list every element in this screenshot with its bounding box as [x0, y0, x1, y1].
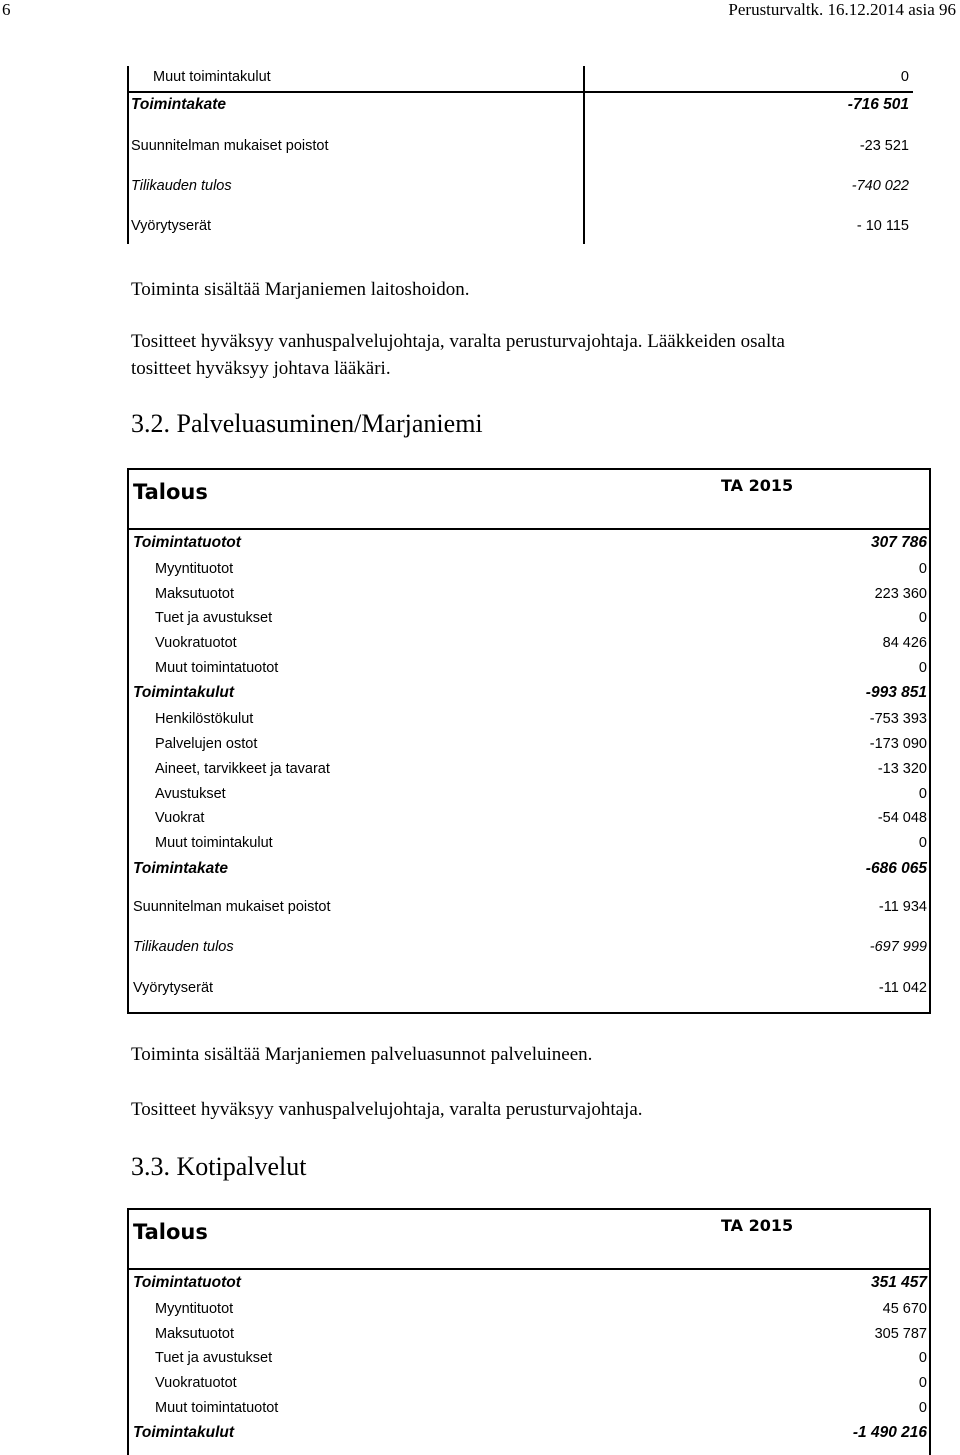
- table-row: [129, 1371, 929, 1396]
- table-row: [129, 582, 929, 607]
- table-row: [127, 216, 913, 236]
- paragraph: Toiminta sisältää Marjaniemen palveluasunnot palveluineen.: [131, 1044, 593, 1065]
- row-label: Muut toimintakulut: [153, 69, 271, 85]
- row-value: -697 999: [869, 939, 927, 956]
- table-row: [129, 806, 929, 831]
- row-value: -11 042: [878, 979, 927, 996]
- row-label: Toimintakulut: [133, 1424, 235, 1442]
- table-header: [129, 1210, 929, 1270]
- row-value: 0: [918, 561, 927, 577]
- row-value: -173 090: [869, 736, 927, 753]
- row-label: Suunnitelman mukaiset poistot: [133, 898, 331, 915]
- row-label: Vyörytyserät: [131, 218, 212, 234]
- table-row: [129, 680, 929, 707]
- row-label: Toimintakate: [131, 96, 227, 113]
- table-row: [129, 964, 929, 1005]
- row-label: Maksutuotot: [155, 1325, 234, 1342]
- column-header: TA 2015: [721, 1216, 794, 1235]
- table-row: [129, 1346, 929, 1371]
- table-row: [129, 782, 929, 807]
- row-label: Myyntituotot: [155, 1301, 234, 1317]
- table-row: [129, 923, 929, 964]
- row-label: Avustukset: [155, 785, 226, 802]
- row-label: Vyörytyserät: [133, 979, 214, 996]
- row-value: -993 851: [865, 684, 927, 702]
- table-row: [129, 831, 929, 856]
- table-title: Talous: [133, 480, 208, 504]
- row-value: -740 022: [851, 178, 909, 194]
- row-value: 0: [900, 69, 909, 85]
- paragraph: tositteet hyväksyy johtava lääkäri.: [131, 358, 391, 379]
- row-value: 307 786: [870, 534, 927, 551]
- row-value: -23 521: [859, 138, 909, 154]
- row-label: Vuokratuotot: [155, 1375, 237, 1392]
- table-row: [129, 530, 929, 557]
- row-label: Tuet ja avustukset: [155, 610, 273, 627]
- row-value: 0: [918, 659, 927, 676]
- paragraph: Tositteet hyväksyy vanhuspalvelujohtaja, varalta perusturvajohtaja. Lääkkeiden osalta: [131, 331, 785, 352]
- row-value: -54 048: [877, 810, 927, 827]
- row-value: 45 670: [882, 1301, 927, 1317]
- row-label: Tilikauden tulos: [133, 939, 234, 956]
- table-row: [127, 67, 913, 87]
- row-value: 0: [918, 1399, 927, 1416]
- table-row: [129, 1297, 929, 1322]
- row-value: 351 457: [870, 1274, 927, 1291]
- table-row: [129, 557, 929, 582]
- row-value: - 10 115: [856, 218, 909, 234]
- row-label: Tilikauden tulos: [131, 178, 232, 194]
- row-label: Toimintakate: [133, 859, 229, 877]
- row-label: Henkilöstökulut: [155, 711, 254, 728]
- row-label: Toimintakulut: [133, 684, 235, 702]
- row-label: Muut toimintakulut: [155, 834, 273, 851]
- row-value: 84 426: [882, 635, 927, 652]
- row-label: Vuokratuotot: [155, 635, 237, 652]
- table-row: [129, 1322, 929, 1347]
- paragraph: Tositteet hyväksyy vanhuspalvelujohtaja, varalta perusturvajohtaja.: [131, 1099, 643, 1120]
- table-row: [129, 1396, 929, 1421]
- budget-table: [127, 1208, 931, 1455]
- table-row: [129, 1270, 929, 1297]
- row-label: Tuet ja avustukset: [155, 1350, 273, 1367]
- row-value: 0: [918, 1375, 927, 1392]
- table-row: [129, 1420, 929, 1447]
- table-row: [129, 606, 929, 631]
- table-row: [129, 631, 929, 656]
- row-label: Aineet, tarvikkeet ja tavarat: [155, 760, 330, 777]
- table-row: [129, 757, 929, 782]
- row-value: 0: [918, 834, 927, 851]
- continuation-table: [127, 66, 913, 244]
- divider: [127, 91, 913, 93]
- row-label: Vuokrat: [155, 810, 205, 827]
- row-value: -686 065: [865, 859, 927, 877]
- table-title: Talous: [133, 1220, 208, 1244]
- table-row: [127, 136, 913, 156]
- row-label: Myyntituotot: [155, 561, 234, 577]
- row-value: 305 787: [874, 1325, 927, 1342]
- row-value: 223 360: [874, 585, 927, 602]
- row-value: -13 320: [877, 760, 927, 777]
- row-label: Toimintatuotot: [133, 534, 241, 551]
- row-label: Muut toimintatuotot: [155, 659, 279, 676]
- section-heading: 3.3. Kotipalvelut: [131, 1152, 307, 1181]
- row-value: -753 393: [869, 711, 927, 728]
- row-label: Muut toimintatuotot: [155, 1399, 279, 1416]
- table-row: [127, 176, 913, 196]
- row-value: -1 490 216: [852, 1424, 927, 1442]
- table-row: [129, 883, 929, 924]
- document-reference: Perusturvaltk. 16.12.2014 asia 96: [728, 0, 956, 19]
- row-value: 0: [918, 610, 927, 627]
- row-value: -716 501: [847, 96, 909, 113]
- row-label: Suunnitelman mukaiset poistot: [131, 138, 329, 154]
- section-heading: 3.2. Palveluasuminen/Marjaniemi: [131, 409, 483, 438]
- row-value: -11 934: [878, 898, 927, 915]
- page-number: 6: [2, 0, 11, 19]
- table-row: [127, 94, 913, 114]
- row-label: Toimintatuotot: [133, 1274, 241, 1291]
- table-row: [129, 656, 929, 681]
- page-header: [0, 0, 960, 28]
- row-value: 0: [918, 785, 927, 802]
- column-header: TA 2015: [721, 476, 794, 495]
- table-row: [129, 707, 929, 732]
- table-header: [129, 470, 929, 530]
- row-label: Palvelujen ostot: [155, 736, 258, 753]
- table-row: [129, 856, 929, 883]
- paragraph: Toiminta sisältää Marjaniemen laitoshoidon.: [131, 279, 470, 300]
- budget-table: [127, 468, 931, 1014]
- table-row: [129, 732, 929, 757]
- row-value: 0: [918, 1350, 927, 1367]
- row-label: Maksutuotot: [155, 585, 234, 602]
